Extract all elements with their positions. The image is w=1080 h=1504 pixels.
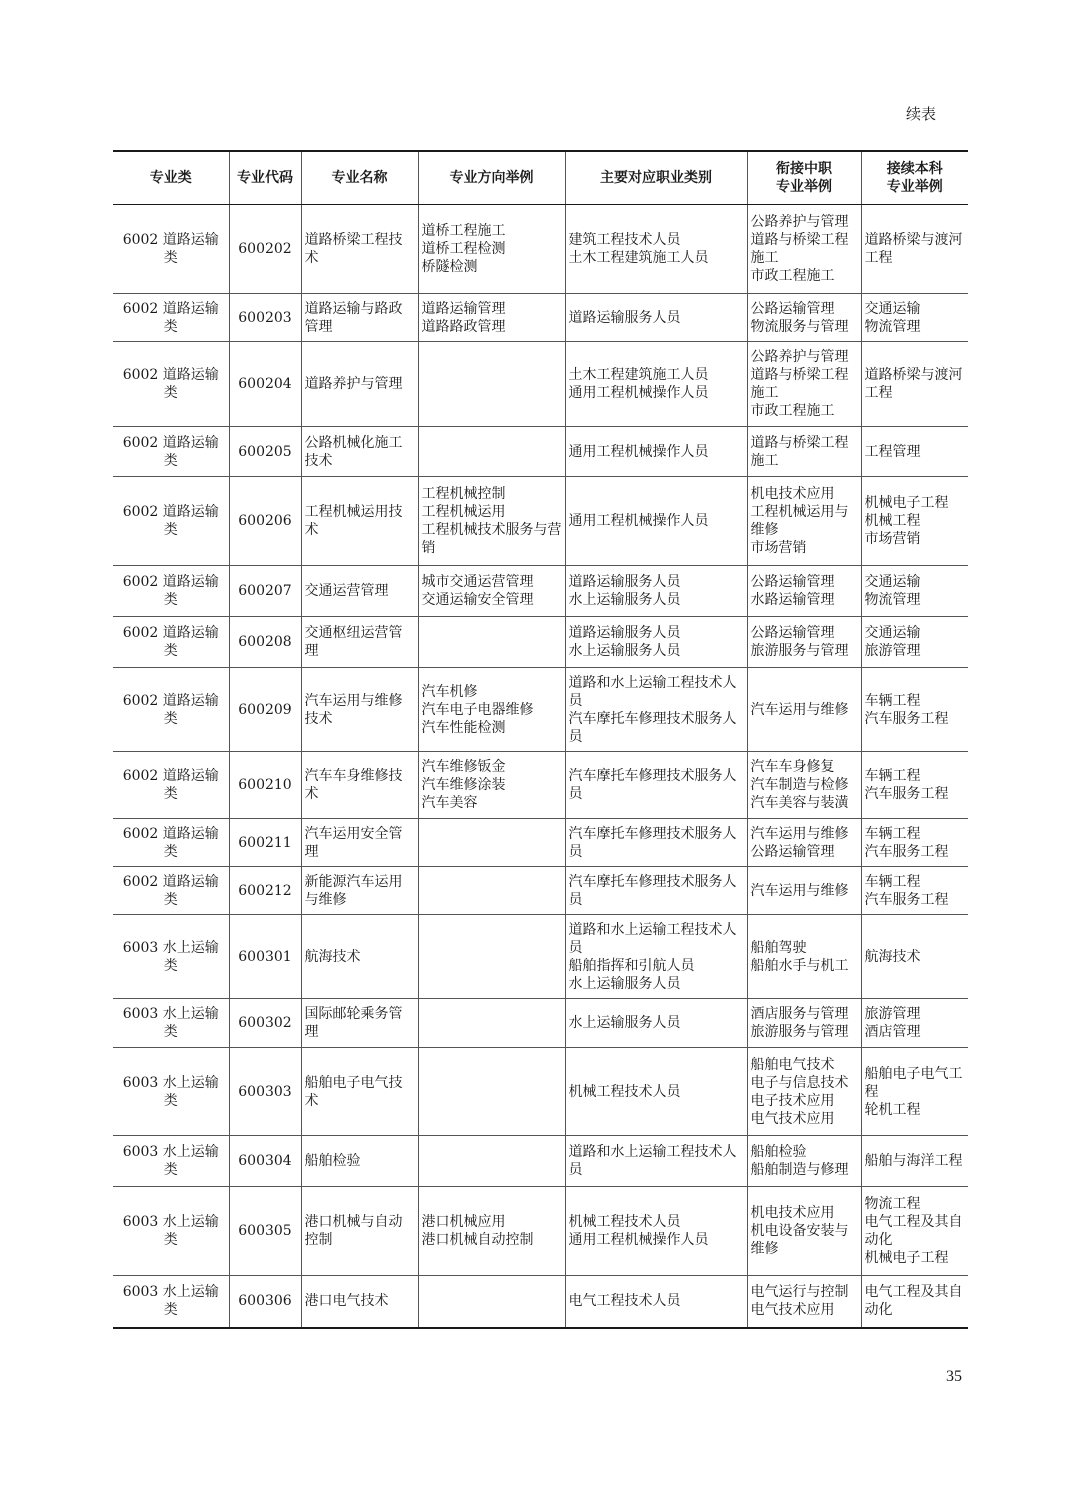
category-cell: 6003 水上运输类	[113, 1276, 229, 1328]
occupation-cell-line: 水上运输服务人员	[568, 592, 681, 608]
bachelor-cell-line: 汽车服务工程	[864, 710, 949, 727]
occupation-cell-line: 船舶指挥和引航人员	[568, 957, 695, 974]
direction-cell-line: 道路运输管理	[421, 300, 506, 317]
direction-cell	[418, 1187, 565, 1276]
direction-cell	[418, 752, 565, 819]
bachelor-cell	[861, 867, 968, 915]
bachelor-cell	[861, 1276, 968, 1328]
occupation-cell-line: 通用工程机械操作人员	[568, 443, 709, 460]
code-cell: 600208	[229, 617, 301, 668]
bachelor-cell-line: 车辆工程	[864, 692, 921, 709]
bachelor-cell-line: 电气工程及其自动化	[864, 1214, 963, 1248]
table-row	[113, 867, 968, 915]
secondary-cell-line: 公路养护与管理	[750, 214, 849, 230]
table-row	[113, 1187, 968, 1276]
name-cell: 新能源汽车运用与维修	[301, 867, 418, 915]
secondary-cell	[747, 1136, 861, 1187]
bachelor-cell-line: 酒店管理	[864, 1024, 921, 1040]
bachelor-cell-line: 旅游管理	[864, 643, 921, 659]
code-cell: 600212	[229, 867, 301, 915]
direction-cell-line: 工程机械技术服务与营销	[421, 522, 562, 556]
occupation-cell	[565, 668, 747, 752]
occupation-cell-line: 机械工程技术人员	[568, 1083, 681, 1100]
table-row	[113, 1276, 968, 1328]
header-code: 专业代码	[229, 151, 301, 205]
bachelor-cell-line: 物流工程	[864, 1196, 921, 1212]
name-cell: 道路养护与管理	[301, 342, 418, 427]
occupation-cell	[565, 427, 747, 477]
table-row	[113, 752, 968, 819]
category-cell: 6002 道路运输类	[113, 427, 229, 477]
name-cell: 汽车运用与维修技术	[301, 668, 418, 752]
category-cell: 6002 道路运输类	[113, 617, 229, 668]
bachelor-cell-line: 市场营销	[864, 531, 921, 547]
table-row	[113, 999, 968, 1048]
name-cell: 道路桥梁工程技术	[301, 205, 418, 294]
occupation-cell	[565, 1136, 747, 1187]
code-cell: 600209	[229, 668, 301, 752]
code-cell: 600302	[229, 999, 301, 1048]
bachelor-cell-line: 物流管理	[864, 318, 921, 335]
direction-cell	[418, 867, 565, 915]
category-cell: 6002 道路运输类	[113, 477, 229, 566]
occupation-cell-line: 汽车摩托车修理技术服务人员	[568, 873, 737, 908]
code-cell: 600205	[229, 427, 301, 477]
name-cell: 汽车车身维修技术	[301, 752, 418, 819]
header-name: 专业名称	[301, 151, 418, 205]
code-cell: 600203	[229, 294, 301, 342]
direction-cell-line: 汽车维修钣金	[421, 759, 506, 775]
occupation-cell	[565, 1276, 747, 1328]
category-cell: 6003 水上运输类	[113, 1187, 229, 1276]
code-cell: 600305	[229, 1187, 301, 1276]
secondary-cell-line: 船舶电气技术	[750, 1056, 835, 1073]
occupation-cell	[565, 819, 747, 867]
code-cell: 600204	[229, 342, 301, 427]
header-category: 专业类	[113, 151, 229, 205]
direction-cell-line: 桥隧检测	[421, 259, 478, 275]
bachelor-cell	[861, 477, 968, 566]
secondary-cell-line: 公路养护与管理	[750, 349, 849, 365]
bachelor-cell-line: 轮机工程	[864, 1101, 921, 1118]
occupation-cell	[565, 294, 747, 342]
bachelor-cell	[861, 205, 968, 294]
bachelor-cell	[861, 1187, 968, 1276]
name-cell: 汽车运用安全管理	[301, 819, 418, 867]
bachelor-cell	[861, 915, 968, 999]
category-cell: 6002 道路运输类	[113, 566, 229, 617]
direction-cell-line: 道桥工程检测	[421, 241, 506, 257]
code-cell: 600210	[229, 752, 301, 819]
bachelor-cell-line: 交通运输	[864, 625, 921, 641]
bachelor-cell	[861, 999, 968, 1048]
secondary-cell-line: 电子与信息技术	[750, 1074, 849, 1091]
occupation-cell-line: 水上运输服务人员	[568, 1015, 681, 1031]
secondary-cell-line: 汽车美容与装潢	[750, 795, 849, 811]
secondary-cell-line: 市场营销	[750, 540, 807, 556]
secondary-cell-line: 汽车车身修复	[750, 759, 835, 775]
table-row	[113, 205, 968, 294]
occupation-cell	[565, 205, 747, 294]
direction-cell-line: 汽车美容	[421, 795, 478, 811]
bachelor-cell-line: 汽车服务工程	[864, 786, 949, 802]
secondary-cell	[747, 1048, 861, 1136]
bachelor-cell-line: 道路桥梁与渡河工程	[864, 232, 963, 266]
secondary-cell-line: 市政工程施工	[750, 403, 835, 419]
secondary-cell-line: 船舶制造与修理	[750, 1162, 849, 1178]
bachelor-cell	[861, 819, 968, 867]
secondary-cell-line: 机电设备安装与维修	[750, 1223, 849, 1257]
occupation-cell-line: 建筑工程技术人员	[568, 232, 681, 248]
bachelor-cell-line: 道路桥梁与渡河工程	[864, 367, 963, 401]
occupation-cell-line: 电气工程技术人员	[568, 1293, 681, 1310]
direction-cell-line: 港口机械应用	[421, 1214, 506, 1230]
code-cell: 600207	[229, 566, 301, 617]
table-row	[113, 477, 968, 566]
name-cell: 交通运营管理	[301, 566, 418, 617]
name-cell: 国际邮轮乘务管理	[301, 999, 418, 1048]
secondary-cell-line: 机电技术应用	[750, 1205, 835, 1221]
secondary-cell	[747, 867, 861, 915]
table-row	[113, 1048, 968, 1136]
bachelor-cell	[861, 752, 968, 819]
direction-cell-line: 道路路政管理	[421, 318, 506, 335]
table-row	[113, 915, 968, 999]
direction-cell-line: 工程机械运用	[421, 504, 506, 520]
bachelor-cell-line: 物流管理	[864, 592, 921, 608]
secondary-cell	[747, 566, 861, 617]
secondary-cell-line: 水路运输管理	[750, 592, 835, 608]
direction-cell-line: 汽车机修	[421, 683, 478, 700]
direction-cell-line: 汽车性能检测	[421, 719, 506, 736]
occupation-cell-line: 水上运输服务人员	[568, 975, 681, 992]
secondary-cell	[747, 668, 861, 752]
secondary-cell-line: 电气运行与控制	[750, 1284, 849, 1301]
secondary-cell	[747, 752, 861, 819]
table-row	[113, 1136, 968, 1187]
direction-cell-line: 工程机械控制	[421, 486, 506, 502]
secondary-cell	[747, 205, 861, 294]
name-cell: 工程机械运用技术	[301, 477, 418, 566]
table-row	[113, 566, 968, 617]
category-cell: 6002 道路运输类	[113, 867, 229, 915]
secondary-cell-line: 公路运输管理	[750, 625, 835, 641]
name-cell: 交通枢纽运营管理	[301, 617, 418, 668]
bachelor-cell-line: 车辆工程	[864, 825, 921, 842]
category-cell: 6003 水上运输类	[113, 999, 229, 1048]
category-cell: 6002 道路运输类	[113, 752, 229, 819]
table-row	[113, 819, 968, 867]
occupation-cell-line: 土木工程建筑施工人员	[568, 250, 709, 266]
occupation-cell-line: 汽车摩托车修理技术服务人员	[568, 768, 737, 802]
header-occupation: 主要对应职业类别	[565, 151, 747, 205]
secondary-cell-line: 船舶检验	[750, 1144, 807, 1160]
bachelor-cell	[861, 617, 968, 668]
secondary-cell	[747, 999, 861, 1048]
secondary-cell-line: 物流服务与管理	[750, 318, 849, 335]
bachelor-cell-line: 汽车服务工程	[864, 891, 949, 908]
category-cell: 6002 道路运输类	[113, 668, 229, 752]
direction-cell	[418, 294, 565, 342]
secondary-cell-line: 汽车运用与维修	[750, 701, 849, 718]
direction-cell	[418, 342, 565, 427]
bachelor-cell-line: 机械电子工程	[864, 495, 949, 511]
direction-cell	[418, 617, 565, 668]
category-cell: 6003 水上运输类	[113, 1136, 229, 1187]
direction-cell-line: 道桥工程施工	[421, 223, 506, 239]
occupation-cell-line: 道路运输服务人员	[568, 309, 681, 326]
bachelor-cell-line: 机械工程	[864, 513, 921, 529]
bachelor-cell-line: 航海技术	[864, 948, 921, 965]
direction-cell-line: 汽车电子电器维修	[421, 701, 534, 718]
occupation-cell-line: 道路运输服务人员	[568, 574, 681, 590]
occupation-cell	[565, 915, 747, 999]
secondary-cell-line: 汽车运用与维修	[750, 825, 849, 842]
name-cell: 航海技术	[301, 915, 418, 999]
secondary-cell-line: 旅游服务与管理	[750, 1024, 849, 1040]
secondary-cell	[747, 477, 861, 566]
secondary-cell-line: 电气技术应用	[750, 1302, 835, 1319]
occupation-cell-line: 通用工程机械操作人员	[568, 1232, 709, 1248]
secondary-cell-line: 道路与桥梁工程施工	[750, 232, 849, 266]
page-number: 35	[946, 1368, 962, 1385]
secondary-cell	[747, 915, 861, 999]
secondary-cell-line: 酒店服务与管理	[750, 1006, 849, 1022]
code-cell: 600202	[229, 205, 301, 294]
direction-cell	[418, 1136, 565, 1187]
secondary-cell-line: 道路与桥梁工程施工	[750, 434, 849, 469]
secondary-cell-line: 汽车运用与维修	[750, 882, 849, 899]
occupation-cell	[565, 566, 747, 617]
name-cell: 道路运输与路政管理	[301, 294, 418, 342]
bachelor-cell-line: 交通运输	[864, 574, 921, 590]
category-cell: 6002 道路运输类	[113, 819, 229, 867]
code-cell: 600211	[229, 819, 301, 867]
bachelor-cell-line: 车辆工程	[864, 768, 921, 784]
code-cell: 600304	[229, 1136, 301, 1187]
category-cell: 6003 水上运输类	[113, 1048, 229, 1136]
occupation-cell-line: 通用工程机械操作人员	[568, 385, 709, 401]
direction-cell	[418, 915, 565, 999]
code-cell: 600206	[229, 477, 301, 566]
secondary-cell	[747, 342, 861, 427]
secondary-cell	[747, 294, 861, 342]
direction-cell-line: 汽车维修涂装	[421, 777, 506, 793]
code-cell: 600303	[229, 1048, 301, 1136]
occupation-cell-line: 土木工程建筑施工人员	[568, 367, 709, 383]
bachelor-cell	[861, 1136, 968, 1187]
category-cell: 6003 水上运输类	[113, 915, 229, 999]
bachelor-cell-line: 车辆工程	[864, 873, 921, 890]
bachelor-cell	[861, 668, 968, 752]
name-cell: 公路机械化施工技术	[301, 427, 418, 477]
occupation-cell-line: 汽车摩托车修理技术服务人员	[568, 825, 737, 860]
occupation-cell	[565, 867, 747, 915]
occupation-cell	[565, 342, 747, 427]
table-row	[113, 427, 968, 477]
occupation-cell-line: 机械工程技术人员	[568, 1214, 681, 1230]
direction-cell	[418, 477, 565, 566]
direction-cell	[418, 668, 565, 752]
category-cell: 6002 道路运输类	[113, 294, 229, 342]
secondary-cell-line: 公路运输管理	[750, 843, 835, 860]
secondary-cell-line: 工程机械运用与维修	[750, 504, 849, 538]
occupation-cell-line: 水上运输服务人员	[568, 643, 681, 659]
bachelor-cell	[861, 1048, 968, 1136]
table-row	[113, 668, 968, 752]
bachelor-cell	[861, 566, 968, 617]
secondary-cell-line: 市政工程施工	[750, 268, 835, 284]
secondary-cell	[747, 819, 861, 867]
secondary-cell-line: 汽车制造与检修	[750, 777, 849, 793]
header-direction: 专业方向举例	[418, 151, 565, 205]
occupation-cell-line: 道路和水上运输工程技术人员	[568, 1144, 737, 1178]
name-cell: 船舶检验	[301, 1136, 418, 1187]
direction-cell	[418, 1048, 565, 1136]
table-row	[113, 342, 968, 427]
bachelor-cell-line: 旅游管理	[864, 1006, 921, 1022]
secondary-cell	[747, 1276, 861, 1328]
category-cell: 6002 道路运输类	[113, 205, 229, 294]
bachelor-cell-line: 机械电子工程	[864, 1250, 949, 1266]
header-secondary: 衔接中职 专业举例	[747, 151, 861, 205]
bachelor-cell-line: 电气工程及其自动化	[864, 1284, 963, 1319]
occupation-cell-line: 道路运输服务人员	[568, 625, 681, 641]
bachelor-cell	[861, 342, 968, 427]
table-row	[113, 617, 968, 668]
occupation-cell-line: 汽车摩托车修理技术服务人员	[568, 710, 737, 745]
specialty-table	[113, 150, 968, 1329]
occupation-cell-line: 通用工程机械操作人员	[568, 513, 709, 529]
occupation-cell-line: 道路和水上运输工程技术人员	[568, 921, 737, 956]
secondary-cell-line: 电子技术应用	[750, 1092, 835, 1109]
direction-cell	[418, 1276, 565, 1328]
direction-cell	[418, 427, 565, 477]
bachelor-cell-line: 交通运输	[864, 300, 921, 317]
secondary-cell	[747, 617, 861, 668]
direction-cell	[418, 566, 565, 617]
occupation-cell-line: 道路和水上运输工程技术人员	[568, 674, 737, 709]
table-row	[113, 294, 968, 342]
name-cell: 港口机械与自动控制	[301, 1187, 418, 1276]
secondary-cell-line: 机电技术应用	[750, 486, 835, 502]
secondary-cell-line: 船舶水手与机工	[750, 957, 849, 974]
direction-cell	[418, 819, 565, 867]
direction-cell-line: 港口机械自动控制	[421, 1232, 534, 1248]
secondary-cell	[747, 1187, 861, 1276]
continued-label: 续表	[906, 105, 937, 123]
bachelor-cell-line: 船舶与海洋工程	[864, 1153, 963, 1169]
bachelor-cell-line: 汽车服务工程	[864, 843, 949, 860]
bachelor-cell-line: 船舶电子电气工程	[864, 1065, 963, 1100]
direction-cell	[418, 205, 565, 294]
bachelor-cell	[861, 294, 968, 342]
secondary-cell-line: 船舶驾驶	[750, 939, 807, 956]
occupation-cell	[565, 1187, 747, 1276]
category-cell: 6002 道路运输类	[113, 342, 229, 427]
occupation-cell	[565, 752, 747, 819]
secondary-cell	[747, 427, 861, 477]
occupation-cell	[565, 999, 747, 1048]
occupation-cell	[565, 617, 747, 668]
secondary-cell-line: 电气技术应用	[750, 1110, 835, 1127]
header-bachelor: 接续本科 专业举例	[861, 151, 968, 205]
name-cell: 港口电气技术	[301, 1276, 418, 1328]
direction-cell	[418, 999, 565, 1048]
direction-cell-line: 城市交通运营管理	[421, 574, 534, 590]
table-header-row	[113, 151, 968, 205]
secondary-cell-line: 公路运输管理	[750, 300, 835, 317]
secondary-cell-line: 道路与桥梁工程施工	[750, 367, 849, 401]
code-cell: 600301	[229, 915, 301, 999]
bachelor-cell-line: 工程管理	[864, 443, 921, 460]
occupation-cell	[565, 1048, 747, 1136]
name-cell: 船舶电子电气技术	[301, 1048, 418, 1136]
secondary-cell-line: 公路运输管理	[750, 574, 835, 590]
bachelor-cell	[861, 427, 968, 477]
secondary-cell-line: 旅游服务与管理	[750, 643, 849, 659]
occupation-cell	[565, 477, 747, 566]
direction-cell-line: 交通运输安全管理	[421, 592, 534, 608]
code-cell: 600306	[229, 1276, 301, 1328]
